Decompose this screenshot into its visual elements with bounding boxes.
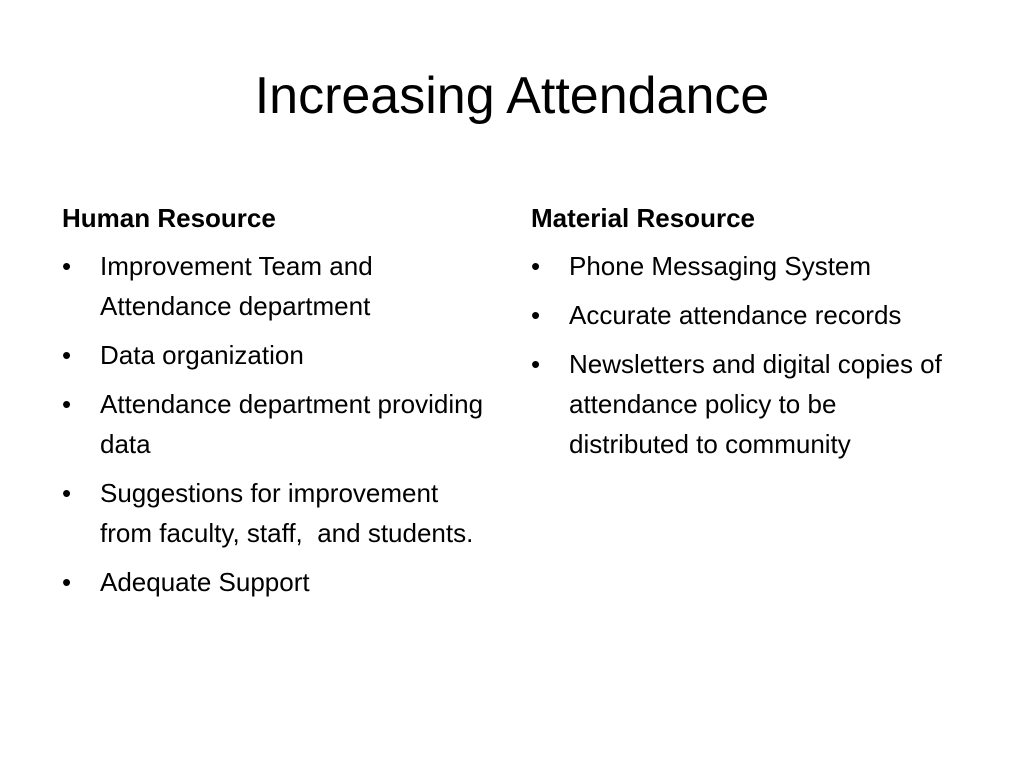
bullet-icon: • [62,340,72,370]
list-item [62,473,492,553]
bullet-icon: • [531,300,541,330]
list-item [531,295,961,335]
list-item [62,335,492,375]
human-resource-column [62,198,492,611]
list-item [62,384,492,464]
list-item-text: Improvement Team and Attendance department [100,251,373,321]
list-item-text: Accurate attendance records [569,300,902,330]
list-item [62,562,492,602]
human-resource-list [62,246,492,602]
list-item [62,246,492,326]
material-resource-column [531,198,961,473]
list-item-text: Adequate Support [100,567,310,597]
material-resource-heading: Material Resource [531,203,755,233]
list-item-text: Phone Messaging System [569,251,872,281]
bullet-icon: • [62,478,72,508]
bullet-icon: • [531,349,541,379]
material-resource-list [531,246,961,464]
list-item [531,344,961,464]
list-item-text: Suggestions for improvement from faculty, staff, and students. [100,478,474,548]
list-item-text: Data organization [100,340,304,370]
list-item-text: Attendance department providing data [100,389,484,459]
bullet-icon: • [62,567,72,597]
list-item-text: Newsletters and digital copies of attendance policy to be distributed to community [569,349,942,459]
slide-title: Increasing Attendance [254,67,770,125]
bullet-icon: • [531,251,541,281]
human-resource-heading: Human Resource [62,203,276,233]
list-item [531,246,961,286]
bullet-icon: • [62,389,72,419]
bullet-icon: • [62,251,72,281]
